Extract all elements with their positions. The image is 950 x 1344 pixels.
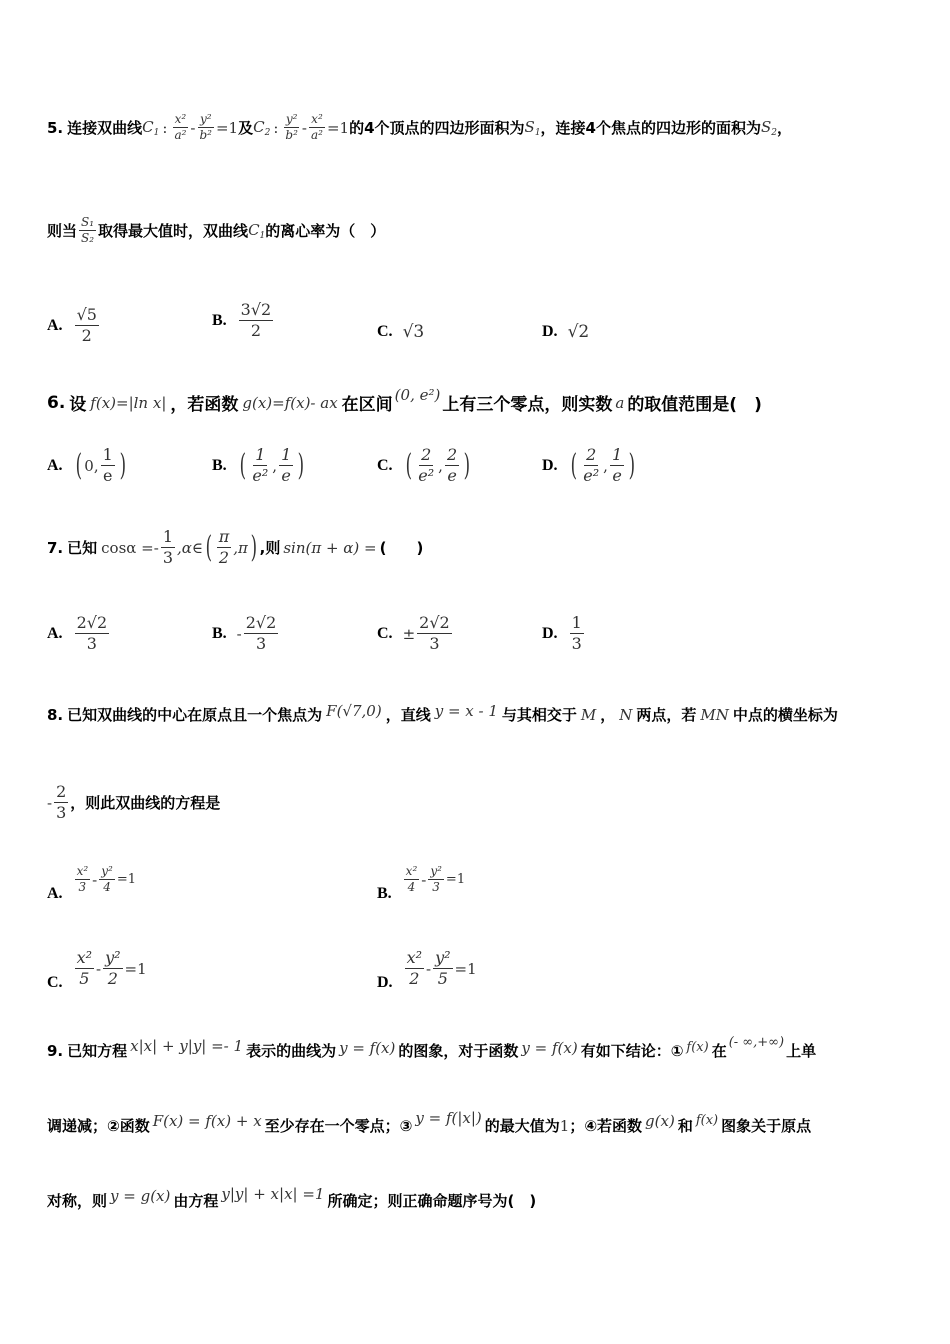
q8-option-c[interactable]: C. $\frac{\text{x²}}{5}$ - $\frac{\text{y²}}{2}$ =1 xyxy=(47,948,147,991)
q8-number: 8. xyxy=(47,705,64,724)
fraction: $\frac{\text{x²}}{4}$ xyxy=(405,864,418,894)
fraction: $\frac{1}{e}$ xyxy=(611,445,623,485)
q5-option-b[interactable]: B. $\frac{3√2}{2}$ xyxy=(212,300,272,340)
q8-line1: 8. 已知双曲线的中心在原点且一个焦点为 F(√7,0) ，直线 y = x - 1 与其相交于 M ， N 两点，若 MN 中点的横坐标为 xyxy=(47,701,838,724)
fraction: $\frac{\text{y²}}{5}$ xyxy=(435,948,451,988)
q6-option-a[interactable]: A. ( 0, $\frac{1}{e}$ ) xyxy=(47,445,126,485)
fraction: $\frac{√5}{2}$ xyxy=(76,305,97,345)
q7-line1: 7. 已知 cosα =- $\frac{1}{3}$ ,α∈ ( $\frac{\pi}{2}$ ,π ) ,则 sin(π + α) = ( ) xyxy=(47,527,424,567)
q8-option-b[interactable]: B. $\frac{\text{x²}}{4}$ - $\frac{\text{y²}}{3}$ =1 xyxy=(377,864,466,902)
q8-line2: - $\frac{2}{3}$ ，则此双曲线的方程是 xyxy=(47,782,221,822)
q6-line1: 6. 设 f(x)=|ln x| ，若函数 g(x)=f(x)- ax 在区间 (0, e²) 上有三个零点，则实数 a 的取值范围是( ) xyxy=(47,385,762,415)
q9-line3: 对称，则 y = g(x) 由方程 y|y| + x|x| =1 所确定；则正确命题序号为( ) xyxy=(47,1184,537,1210)
fraction: $\frac{\text{x²}}{3}$ xyxy=(76,864,89,894)
fraction: $\frac{\text{x²}}{\text{a²}}$ xyxy=(310,112,323,142)
q7-option-b[interactable]: B. - $\frac{2√2}{3}$ xyxy=(212,613,277,653)
fraction: $\frac{1}{3}$ xyxy=(162,527,174,567)
q5-line1: 5. 连接双曲线 $C_1$ : $\frac{\text{x²}}{\text{a²}}$ - $\frac{\text{y²}}{\text{b²}}$ =1 及 $C_2$ : $\frac{\text{y²}}{\text{b²}}$ - $\frac{\text{x²}}{\text{a²}}$ =1 的4个顶点的四边形面积为 $S_1$ ，连接4个焦点的四边形的面积为 $S_2$ ， xyxy=(47,112,793,142)
q5-number: 5. xyxy=(47,118,64,137)
q7-option-d[interactable]: D. $\frac{1}{3}$ xyxy=(542,613,582,653)
q5-option-d[interactable]: D. √2 xyxy=(542,322,590,342)
fraction: $\frac{2√2}{3}$ xyxy=(245,613,277,653)
fraction: $\frac{\text{x²}}{5}$ xyxy=(76,948,92,988)
q9-number: 9. xyxy=(47,1041,64,1060)
fraction: $\frac{1}{\text{e²}}$ xyxy=(252,445,269,485)
fraction: $\frac{2√2}{3}$ xyxy=(419,613,450,653)
fraction: $\frac{\text{y²}}{3}$ xyxy=(430,864,442,894)
q9-line2: 调递减；②函数 F(x) = f(x) + x 至少存在一个零点；③ y = f(|x|) 的最大值为 1 ；④若函数 g(x) 和 f(x) 图象关于原点 xyxy=(47,1108,812,1135)
fraction: $\frac{1}{e}$ xyxy=(281,445,292,485)
fraction: $\frac{\text{x²}}{2}$ xyxy=(406,948,422,988)
q8-option-d[interactable]: D. $\frac{\text{x²}}{2}$ - $\frac{\text{y²}}{5}$ =1 xyxy=(377,948,477,991)
fraction: $\frac{2√2}{3}$ xyxy=(76,613,108,653)
q7-option-a[interactable]: A. $\frac{2√2}{3}$ xyxy=(47,613,108,653)
fraction: $\frac{\pi}{2}$ xyxy=(218,527,230,567)
fraction: $\frac{\text{x²}}{\text{a²}}$ xyxy=(174,112,187,142)
fraction: $\frac{\text{y²}}{\text{b²}}$ xyxy=(199,112,212,142)
fraction: $\frac{1}{3}$ xyxy=(571,613,582,653)
q5-option-c[interactable]: C. √3 xyxy=(377,322,425,342)
q6-number: 6. xyxy=(47,392,66,413)
q5-text: 连接双曲线 xyxy=(67,119,143,137)
q7-number: 7. xyxy=(47,538,64,557)
q9-line1: 9. 已知方程 x|x| + y|y| =- 1 表示的曲线为 y = f(x) 的图象，对于函数 y = f(x) 有如下结论：① f(x) 在 (- ∞,+∞) 上单 xyxy=(47,1035,817,1060)
fraction: $\frac{\text{y²}}{4}$ xyxy=(101,864,113,894)
fraction: $\frac{2}{e}$ xyxy=(446,445,458,485)
q7-option-c[interactable]: C. ± $\frac{2√2}{3}$ xyxy=(377,613,450,653)
q6-option-d[interactable]: D. ( $\frac{2}{\text{e²}}$ , $\frac{1}{e}$ ) xyxy=(542,445,636,485)
fraction: $\frac{\text{y²}}{2}$ xyxy=(105,948,121,988)
q6-option-c[interactable]: C. ( $\frac{2}{\text{e²}}$ , $\frac{2}{e}$ ) xyxy=(377,445,471,485)
fraction: $\frac{2}{3}$ xyxy=(56,782,67,822)
q8-option-a[interactable]: A. $\frac{\text{x²}}{3}$ - $\frac{\text{y²}}{4}$ =1 xyxy=(47,864,136,902)
fraction: $\frac{2}{\text{e²}}$ xyxy=(583,445,600,485)
fraction: $\frac{3√2}{2}$ xyxy=(240,300,272,340)
fraction: $\frac{\text{y²}}{\text{b²}}$ xyxy=(285,112,298,142)
fraction: $\frac{2}{\text{e²}}$ xyxy=(418,445,435,485)
fraction: $\frac{1}{e}$ xyxy=(102,445,113,485)
q5-line2: 则当 $\frac{\text{S₁}}{\text{S₂}}$ 取得最大值时，双曲线 $C_1$ 的离心率为（ ） xyxy=(47,215,386,245)
q5-option-a[interactable]: A. $\frac{√5}{2}$ xyxy=(47,305,97,345)
fraction: $\frac{\text{S₁}}{\text{S₂}}$ xyxy=(81,215,95,245)
q6-option-b[interactable]: B. ( $\frac{1}{\text{e²}}$ , $\frac{1}{e}$ ) xyxy=(212,445,305,485)
